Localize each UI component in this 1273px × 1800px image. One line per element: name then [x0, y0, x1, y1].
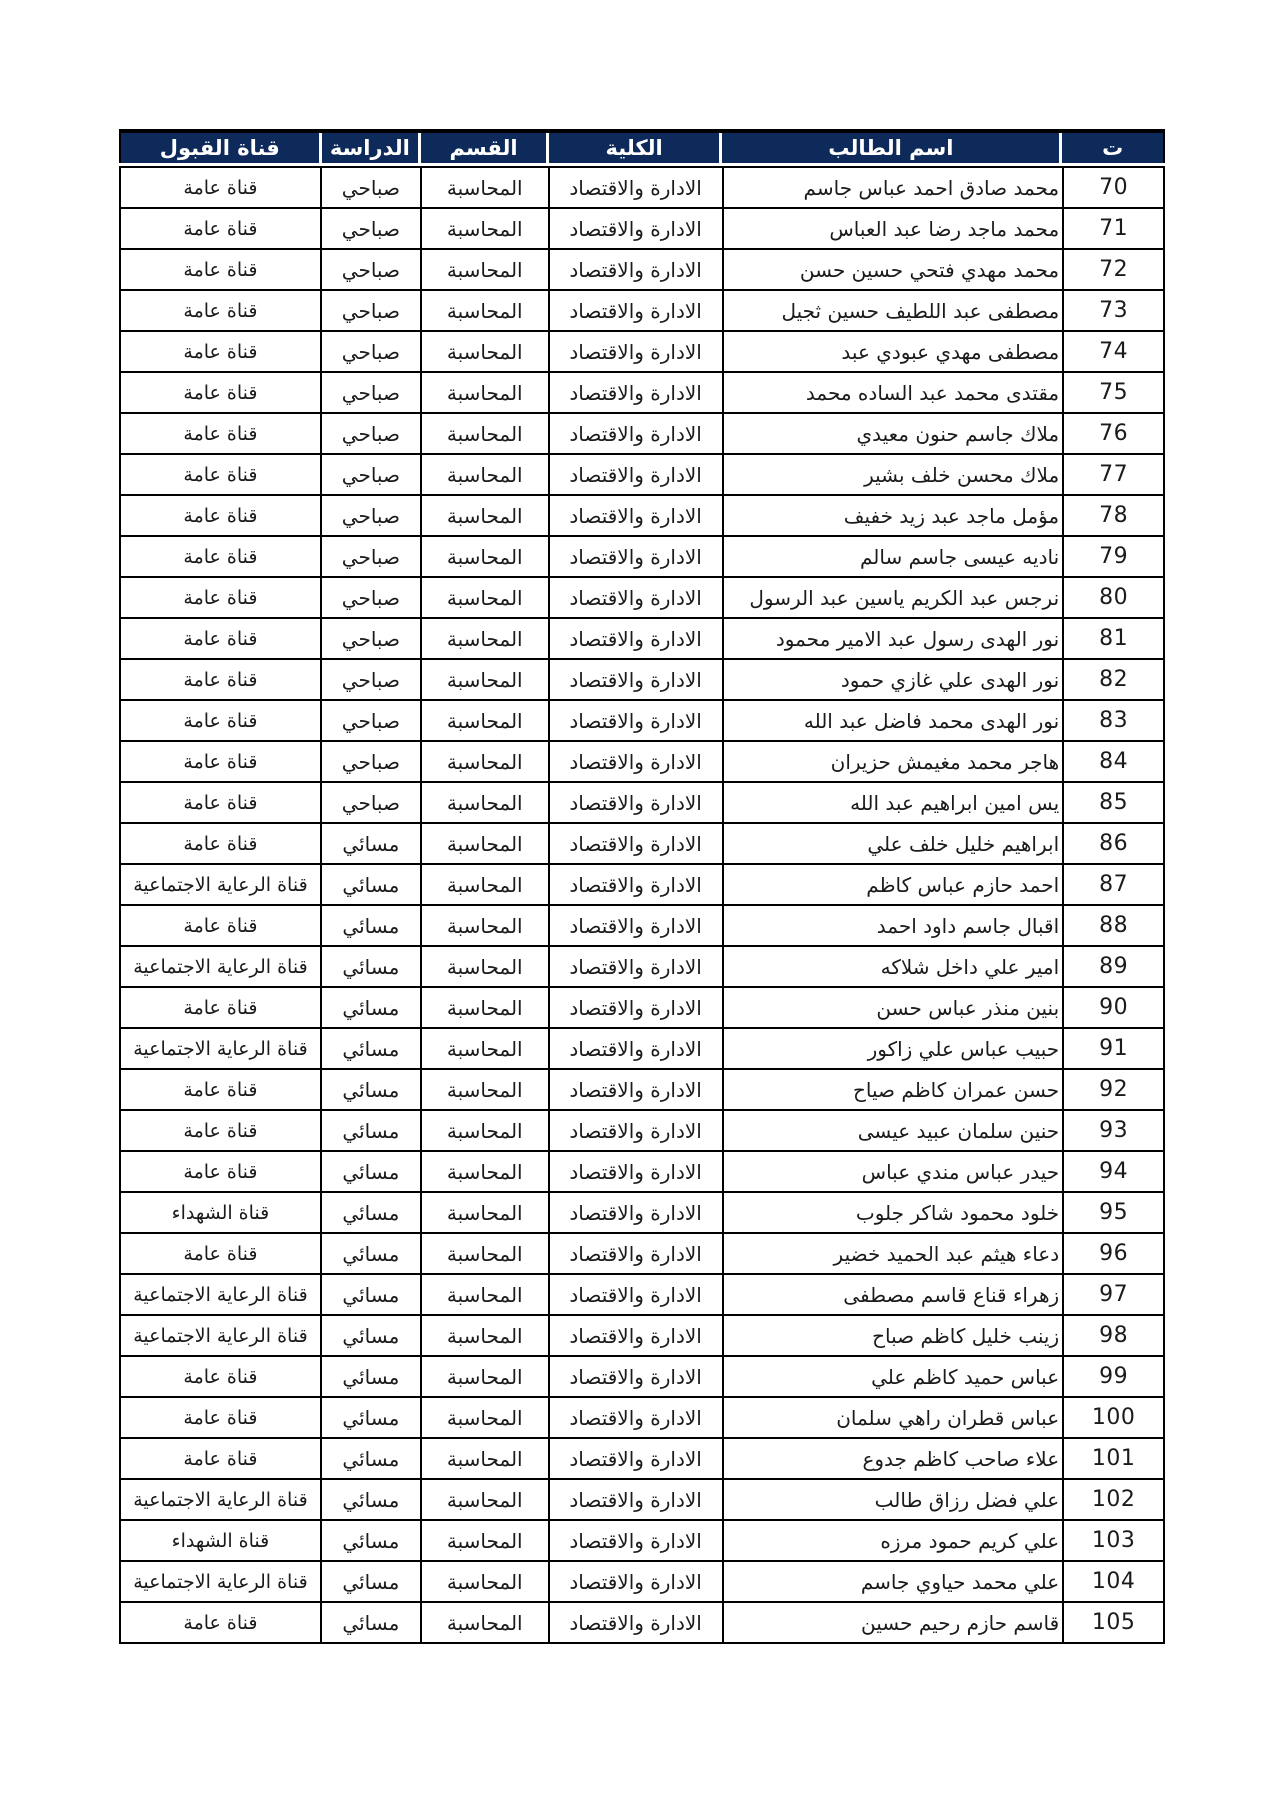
header-study-type: الدراسة — [322, 133, 422, 163]
student-name-cell: هاجر محمد مغيمش حزيران — [723, 741, 1064, 782]
row-number-cell: 75 — [1063, 372, 1164, 413]
college-cell: الادارة والاقتصاد — [549, 413, 723, 454]
department-cell: المحاسبة — [421, 1069, 549, 1110]
college-cell: الادارة والاقتصاد — [549, 1397, 723, 1438]
admission-channel-cell: قناة عامة — [120, 618, 321, 659]
department-cell: المحاسبة — [421, 167, 549, 208]
study-type-cell: مسائي — [321, 1192, 421, 1233]
admission-channel-cell: قناة عامة — [120, 1438, 321, 1479]
admission-channel-cell: قناة الرعاية الاجتماعية — [120, 946, 321, 987]
study-type-cell: مسائي — [321, 1561, 421, 1602]
table-row — [120, 577, 1164, 618]
student-name-cell: حيدر عباس مندي عباس — [723, 1151, 1064, 1192]
admission-channel-cell: قناة الرعاية الاجتماعية — [120, 1479, 321, 1520]
admission-channel-cell: قناة عامة — [120, 741, 321, 782]
student-name-cell: زينب خليل كاظم صباح — [723, 1315, 1064, 1356]
study-type-cell: مسائي — [321, 1110, 421, 1151]
student-name-cell: عباس حميد كاظم علي — [723, 1356, 1064, 1397]
row-number-cell: 80 — [1063, 577, 1164, 618]
department-cell: المحاسبة — [421, 1479, 549, 1520]
study-type-cell: مسائي — [321, 1438, 421, 1479]
admission-channel-cell: قناة عامة — [120, 249, 321, 290]
department-cell: المحاسبة — [421, 454, 549, 495]
college-cell: الادارة والاقتصاد — [549, 577, 723, 618]
table-row — [120, 987, 1164, 1028]
study-type-cell: مسائي — [321, 1356, 421, 1397]
department-cell: المحاسبة — [421, 1397, 549, 1438]
study-type-cell: صباحي — [321, 782, 421, 823]
college-cell: الادارة والاقتصاد — [549, 987, 723, 1028]
department-cell: المحاسبة — [421, 905, 549, 946]
student-name-cell: يس امين ابراهيم عبد الله — [723, 782, 1064, 823]
department-cell: المحاسبة — [421, 1151, 549, 1192]
study-type-cell: صباحي — [321, 331, 421, 372]
study-type-cell: مسائي — [321, 946, 421, 987]
study-type-cell: صباحي — [321, 249, 421, 290]
college-cell: الادارة والاقتصاد — [549, 1233, 723, 1274]
college-cell: الادارة والاقتصاد — [549, 1274, 723, 1315]
admission-channel-cell: قناة عامة — [120, 700, 321, 741]
study-type-cell: مسائي — [321, 1602, 421, 1643]
row-number-cell: 76 — [1063, 413, 1164, 454]
study-type-cell: صباحي — [321, 741, 421, 782]
admission-channel-cell: قناة عامة — [120, 1110, 321, 1151]
table-row — [120, 331, 1164, 372]
study-type-cell: صباحي — [321, 618, 421, 659]
row-number-cell: 92 — [1063, 1069, 1164, 1110]
table-row — [120, 823, 1164, 864]
department-cell: المحاسبة — [421, 618, 549, 659]
college-cell: الادارة والاقتصاد — [549, 331, 723, 372]
student-name-cell: ابراهيم خليل خلف علي — [723, 823, 1064, 864]
student-name-cell: حسن عمران كاظم صياح — [723, 1069, 1064, 1110]
admission-channel-cell: قناة الرعاية الاجتماعية — [120, 1315, 321, 1356]
table-row — [120, 1397, 1164, 1438]
college-cell: الادارة والاقتصاد — [549, 905, 723, 946]
admission-channel-cell: قناة عامة — [120, 331, 321, 372]
table-row — [120, 167, 1164, 208]
row-number-cell: 99 — [1063, 1356, 1164, 1397]
row-number-cell: 85 — [1063, 782, 1164, 823]
row-number-cell: 78 — [1063, 495, 1164, 536]
department-cell: المحاسبة — [421, 1028, 549, 1069]
table-row — [120, 208, 1164, 249]
department-cell: المحاسبة — [421, 1561, 549, 1602]
student-name-cell: احمد حازم عباس كاظم — [723, 864, 1064, 905]
college-cell: الادارة والاقتصاد — [549, 208, 723, 249]
admission-channel-cell: قناة عامة — [120, 1356, 321, 1397]
study-type-cell: مسائي — [321, 1520, 421, 1561]
college-cell: الادارة والاقتصاد — [549, 618, 723, 659]
student-name-cell: خلود محمود شاكر جلوب — [723, 1192, 1064, 1233]
department-cell: المحاسبة — [421, 1356, 549, 1397]
student-name-cell: امير علي داخل شلاكه — [723, 946, 1064, 987]
study-type-cell: مسائي — [321, 1028, 421, 1069]
row-number-cell: 101 — [1063, 1438, 1164, 1479]
college-cell: الادارة والاقتصاد — [549, 167, 723, 208]
student-name-cell: اقبال جاسم داود احمد — [723, 905, 1064, 946]
admission-channel-cell: قناة عامة — [120, 823, 321, 864]
table-row — [120, 659, 1164, 700]
table-row — [120, 1315, 1164, 1356]
admission-channel-cell: قناة عامة — [120, 577, 321, 618]
college-cell: الادارة والاقتصاد — [549, 1520, 723, 1561]
department-cell: المحاسبة — [421, 577, 549, 618]
student-name-cell: ملاك جاسم حنون معيدي — [723, 413, 1064, 454]
department-cell: المحاسبة — [421, 782, 549, 823]
college-cell: الادارة والاقتصاد — [549, 1315, 723, 1356]
department-cell: المحاسبة — [421, 823, 549, 864]
table-row — [120, 1192, 1164, 1233]
row-number-cell: 93 — [1063, 1110, 1164, 1151]
department-cell: المحاسبة — [421, 1602, 549, 1643]
student-name-cell: علي كريم حمود مرزه — [723, 1520, 1064, 1561]
department-cell: المحاسبة — [421, 208, 549, 249]
admission-channel-cell: قناة عامة — [120, 659, 321, 700]
college-cell: الادارة والاقتصاد — [549, 946, 723, 987]
student-name-cell: مصطفى مهدي عبودي عبد — [723, 331, 1064, 372]
study-type-cell: صباحي — [321, 700, 421, 741]
student-name-cell: دعاء هيثم عبد الحميد خضير — [723, 1233, 1064, 1274]
study-type-cell: صباحي — [321, 495, 421, 536]
admission-channel-cell: قناة عامة — [120, 495, 321, 536]
study-type-cell: مسائي — [321, 1315, 421, 1356]
table-row — [120, 1151, 1164, 1192]
college-cell: الادارة والاقتصاد — [549, 372, 723, 413]
student-name-cell: عباس قطران راهي سلمان — [723, 1397, 1064, 1438]
department-cell: المحاسبة — [421, 1274, 549, 1315]
table-row — [120, 413, 1164, 454]
department-cell: المحاسبة — [421, 290, 549, 331]
department-cell: المحاسبة — [421, 1110, 549, 1151]
student-name-cell: ناديه عيسى جاسم سالم — [723, 536, 1064, 577]
row-number-cell: 100 — [1063, 1397, 1164, 1438]
department-cell: المحاسبة — [421, 659, 549, 700]
table-row — [120, 864, 1164, 905]
row-number-cell: 102 — [1063, 1479, 1164, 1520]
college-cell: الادارة والاقتصاد — [549, 1151, 723, 1192]
row-number-cell: 84 — [1063, 741, 1164, 782]
row-number-cell: 88 — [1063, 905, 1164, 946]
college-cell: الادارة والاقتصاد — [549, 700, 723, 741]
row-number-cell: 105 — [1063, 1602, 1164, 1643]
study-type-cell: صباحي — [321, 454, 421, 495]
row-number-cell: 103 — [1063, 1520, 1164, 1561]
row-number-cell: 97 — [1063, 1274, 1164, 1315]
study-type-cell: صباحي — [321, 208, 421, 249]
study-type-cell: صباحي — [321, 659, 421, 700]
college-cell: الادارة والاقتصاد — [549, 454, 723, 495]
college-cell: الادارة والاقتصاد — [549, 1069, 723, 1110]
table-row — [120, 372, 1164, 413]
student-name-cell: نور الهدى رسول عبد الامير محمود — [723, 618, 1064, 659]
college-cell: الادارة والاقتصاد — [549, 1479, 723, 1520]
admission-channel-cell: قناة الشهداء — [120, 1192, 321, 1233]
study-type-cell: مسائي — [321, 1151, 421, 1192]
admission-channel-cell: قناة الرعاية الاجتماعية — [120, 1561, 321, 1602]
study-type-cell: صباحي — [321, 413, 421, 454]
table-row — [120, 495, 1164, 536]
row-number-cell: 89 — [1063, 946, 1164, 987]
header-department: القسم — [421, 133, 549, 163]
study-type-cell: مسائي — [321, 1274, 421, 1315]
college-cell: الادارة والاقتصاد — [549, 290, 723, 331]
student-name-cell: مصطفى عبد اللطيف حسين ثجيل — [723, 290, 1064, 331]
admission-channel-cell: قناة عامة — [120, 1233, 321, 1274]
row-number-cell: 79 — [1063, 536, 1164, 577]
study-type-cell: صباحي — [321, 536, 421, 577]
admission-channel-cell: قناة عامة — [120, 208, 321, 249]
row-number-cell: 83 — [1063, 700, 1164, 741]
study-type-cell: صباحي — [321, 290, 421, 331]
admission-channel-cell: قناة عامة — [120, 167, 321, 208]
table-row — [120, 741, 1164, 782]
row-number-cell: 96 — [1063, 1233, 1164, 1274]
admission-channel-cell: قناة عامة — [120, 1397, 321, 1438]
study-type-cell: مسائي — [321, 905, 421, 946]
college-cell: الادارة والاقتصاد — [549, 1602, 723, 1643]
student-name-cell: علي محمد حياوي جاسم — [723, 1561, 1064, 1602]
admission-channel-cell: قناة الرعاية الاجتماعية — [120, 864, 321, 905]
study-type-cell: مسائي — [321, 1233, 421, 1274]
study-type-cell: صباحي — [321, 372, 421, 413]
department-cell: المحاسبة — [421, 1438, 549, 1479]
department-cell: المحاسبة — [421, 864, 549, 905]
table-row — [120, 700, 1164, 741]
row-number-cell: 70 — [1063, 167, 1164, 208]
student-name-cell: محمد صادق احمد عباس جاسم — [723, 167, 1064, 208]
table-row — [120, 1110, 1164, 1151]
department-cell: المحاسبة — [421, 495, 549, 536]
table-row — [120, 290, 1164, 331]
department-cell: المحاسبة — [421, 1233, 549, 1274]
table-row — [120, 1069, 1164, 1110]
admission-channel-cell: قناة الشهداء — [120, 1520, 321, 1561]
row-number-cell: 74 — [1063, 331, 1164, 372]
row-number-cell: 73 — [1063, 290, 1164, 331]
department-cell: المحاسبة — [421, 1315, 549, 1356]
study-type-cell: مسائي — [321, 987, 421, 1028]
table-row — [120, 905, 1164, 946]
department-cell: المحاسبة — [421, 987, 549, 1028]
student-name-cell: نرجس عبد الكريم ياسين عبد الرسول — [723, 577, 1064, 618]
table-row — [120, 1356, 1164, 1397]
table-header-row — [119, 129, 1165, 163]
college-cell: الادارة والاقتصاد — [549, 1192, 723, 1233]
row-number-cell: 81 — [1063, 618, 1164, 659]
table-body — [119, 166, 1165, 1644]
student-name-cell: قاسم حازم رحيم حسين — [723, 1602, 1064, 1643]
department-cell: المحاسبة — [421, 1192, 549, 1233]
student-name-cell: مؤمل ماجد عبد زيد خفيف — [723, 495, 1064, 536]
student-name-cell: محمد مهدي فتحي حسين حسن — [723, 249, 1064, 290]
table-row — [120, 1274, 1164, 1315]
table-row — [120, 536, 1164, 577]
row-number-cell: 91 — [1063, 1028, 1164, 1069]
student-name-cell: نور الهدى علي غازي حمود — [723, 659, 1064, 700]
table-row — [120, 454, 1164, 495]
header-row-number: ت — [1062, 133, 1163, 163]
admission-channel-cell: قناة عامة — [120, 413, 321, 454]
row-number-cell: 104 — [1063, 1561, 1164, 1602]
study-type-cell: صباحي — [321, 577, 421, 618]
row-number-cell: 95 — [1063, 1192, 1164, 1233]
table-row — [120, 249, 1164, 290]
table-row — [120, 1602, 1164, 1643]
student-name-cell: علي فضل رزاق طالب — [723, 1479, 1064, 1520]
table-row — [120, 1233, 1164, 1274]
student-name-cell: بنين منذر عباس حسن — [723, 987, 1064, 1028]
table-row — [120, 1520, 1164, 1561]
college-cell: الادارة والاقتصاد — [549, 782, 723, 823]
table-row — [120, 1028, 1164, 1069]
table-row — [120, 1479, 1164, 1520]
row-number-cell: 98 — [1063, 1315, 1164, 1356]
department-cell: المحاسبة — [421, 413, 549, 454]
department-cell: المحاسبة — [421, 741, 549, 782]
table-row — [120, 618, 1164, 659]
study-type-cell: مسائي — [321, 864, 421, 905]
college-cell: الادارة والاقتصاد — [549, 741, 723, 782]
department-cell: المحاسبة — [421, 331, 549, 372]
row-number-cell: 71 — [1063, 208, 1164, 249]
row-number-cell: 87 — [1063, 864, 1164, 905]
admission-channel-cell: قناة عامة — [120, 372, 321, 413]
college-cell: الادارة والاقتصاد — [549, 1110, 723, 1151]
admission-channel-cell: قناة عامة — [120, 1151, 321, 1192]
row-number-cell: 86 — [1063, 823, 1164, 864]
study-type-cell: مسائي — [321, 1069, 421, 1110]
college-cell: الادارة والاقتصاد — [549, 495, 723, 536]
student-name-cell: علاء صاحب كاظم جدوع — [723, 1438, 1064, 1479]
department-cell: المحاسبة — [421, 1520, 549, 1561]
admission-channel-cell: قناة عامة — [120, 987, 321, 1028]
students-admission-table — [119, 129, 1165, 1644]
header-student-name: اسم الطالب — [722, 133, 1062, 163]
department-cell: المحاسبة — [421, 372, 549, 413]
table-row — [120, 782, 1164, 823]
department-cell: المحاسبة — [421, 249, 549, 290]
department-cell: المحاسبة — [421, 700, 549, 741]
admission-channel-cell: قناة عامة — [120, 1602, 321, 1643]
student-name-cell: نور الهدى محمد فاضل عبد الله — [723, 700, 1064, 741]
row-number-cell: 82 — [1063, 659, 1164, 700]
college-cell: الادارة والاقتصاد — [549, 823, 723, 864]
admission-channel-cell: قناة عامة — [120, 536, 321, 577]
college-cell: الادارة والاقتصاد — [549, 536, 723, 577]
row-number-cell: 94 — [1063, 1151, 1164, 1192]
admission-channel-cell: قناة عامة — [120, 454, 321, 495]
header-college: الكلية — [549, 133, 722, 163]
header-admission-channel: قناة القبول — [121, 133, 321, 163]
row-number-cell: 90 — [1063, 987, 1164, 1028]
college-cell: الادارة والاقتصاد — [549, 249, 723, 290]
student-name-cell: حبيب عباس علي زاكور — [723, 1028, 1064, 1069]
table-row — [120, 946, 1164, 987]
study-type-cell: مسائي — [321, 1397, 421, 1438]
study-type-cell: مسائي — [321, 823, 421, 864]
student-name-cell: ملاك محسن خلف بشير — [723, 454, 1064, 495]
admission-channel-cell: قناة عامة — [120, 290, 321, 331]
college-cell: الادارة والاقتصاد — [549, 1438, 723, 1479]
admission-channel-cell: قناة عامة — [120, 1069, 321, 1110]
department-cell: المحاسبة — [421, 536, 549, 577]
study-type-cell: مسائي — [321, 1479, 421, 1520]
department-cell: المحاسبة — [421, 946, 549, 987]
college-cell: الادارة والاقتصاد — [549, 659, 723, 700]
admission-channel-cell: قناة عامة — [120, 782, 321, 823]
row-number-cell: 77 — [1063, 454, 1164, 495]
admission-channel-cell: قناة عامة — [120, 905, 321, 946]
college-cell: الادارة والاقتصاد — [549, 1028, 723, 1069]
student-name-cell: محمد ماجد رضا عبد العباس — [723, 208, 1064, 249]
table-row — [120, 1561, 1164, 1602]
student-name-cell: حنين سلمان عبيد عيسى — [723, 1110, 1064, 1151]
student-name-cell: زهراء قناع قاسم مصطفى — [723, 1274, 1064, 1315]
student-name-cell: مقتدى محمد عبد الساده محمد — [723, 372, 1064, 413]
college-cell: الادارة والاقتصاد — [549, 864, 723, 905]
college-cell: الادارة والاقتصاد — [549, 1561, 723, 1602]
college-cell: الادارة والاقتصاد — [549, 1356, 723, 1397]
row-number-cell: 72 — [1063, 249, 1164, 290]
table-row — [120, 1438, 1164, 1479]
admission-channel-cell: قناة الرعاية الاجتماعية — [120, 1028, 321, 1069]
study-type-cell: صباحي — [321, 167, 421, 208]
admission-channel-cell: قناة الرعاية الاجتماعية — [120, 1274, 321, 1315]
